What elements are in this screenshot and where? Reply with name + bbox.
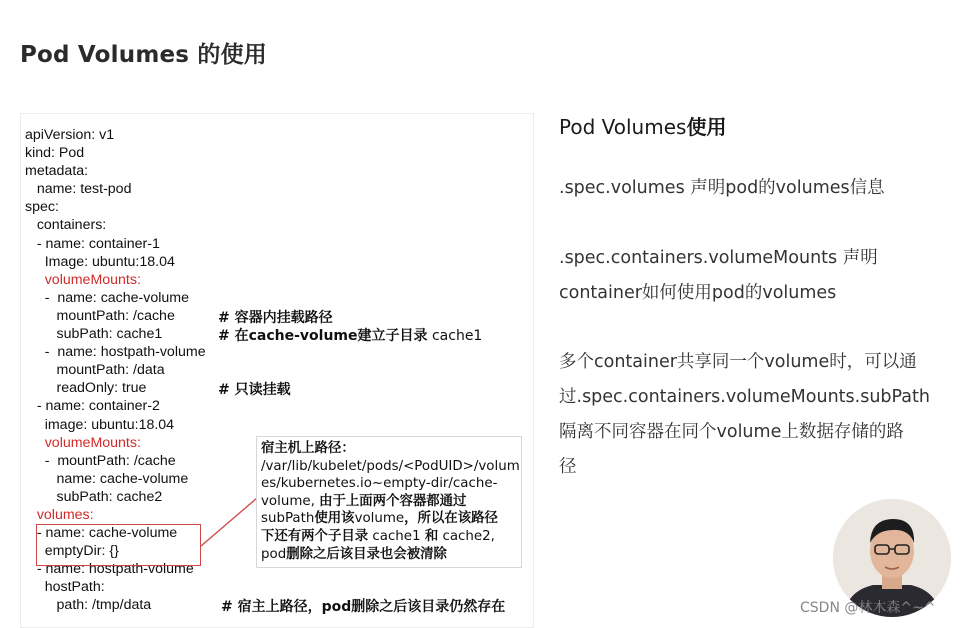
note-line-5d: cache2, [438, 528, 495, 544]
para3-line-1: 多个container共享同一个volume时，可以通 [559, 352, 917, 372]
explanation-title-en: Pod Volumes [559, 115, 687, 139]
code-line: apiVersion: v1 [25, 127, 115, 143]
explanation-para-volumes [559, 171, 885, 206]
code-line: subPath: cache1 [25, 326, 163, 343]
note-line-3b: 由于上面两个容器都通过 [319, 493, 467, 509]
note-line-4a: subPath [261, 511, 315, 527]
code-line: containers: [25, 217, 107, 234]
comment-read-only: # 只读挂载 [218, 382, 291, 398]
comment-host-path: # 宿主上路径，pod删除之后该目录仍然存在 [221, 599, 506, 615]
code-line: name: test-pod [25, 181, 132, 198]
explanation-para-volume-mounts [559, 241, 878, 311]
para3-line-4: 径 [559, 457, 577, 477]
para1-line: .spec.volumes 声明pod的volumes信息 [559, 178, 885, 198]
code-line: - name: hostpath-volume [25, 344, 206, 361]
code-line: name: cache-volume [25, 470, 189, 487]
note-line-4b: 使用该 [314, 511, 355, 527]
code-line: mountPath: /data [25, 362, 165, 379]
code-line: emptyDir: {} [25, 543, 119, 560]
code-line: - name: cache-volume [25, 289, 190, 306]
code-line: image: ubuntu:18.04 [25, 416, 175, 433]
code-line: - mountPath: /cache [25, 452, 176, 469]
note-line-6a: pod [261, 546, 287, 562]
page-title: Pod Volumes 的使用 [20, 42, 267, 68]
note-line-5a: 下还有两个子目录 [261, 528, 369, 544]
comment-sub-path-main: # 在cache-volume建立子目录 [218, 328, 428, 344]
note-title: 宿主机上路径： [261, 441, 355, 456]
para2-line-1: .spec.containers.volumeMounts 声明 [559, 248, 878, 268]
code-line: - name: container-2 [25, 398, 160, 415]
note-line-5c: 和 [424, 528, 439, 544]
note-line-4c: volume [354, 511, 405, 527]
explanation-title-zh: 使用 [686, 115, 727, 139]
code-line: mountPath: /cache [25, 307, 175, 324]
csdn-watermark: CSDN @林木森^~^ [800, 600, 936, 616]
slide-code-panel [20, 113, 534, 628]
explanation-para-subpath [559, 345, 930, 485]
highlight-box-empty-dir [36, 524, 201, 566]
code-line: kind: Pod [25, 145, 85, 162]
para3-line-3: 隔离不同容器在同个volume上数据存储的路 [559, 422, 904, 442]
note-line-6 [261, 546, 517, 564]
code-line: - name: cache-volume [25, 525, 178, 542]
code-line: volumes: [25, 506, 94, 523]
note-line-3a: volume, [261, 493, 320, 509]
comment-sub-path-dir: cache1 [427, 328, 483, 344]
code-line: Image: ubuntu:18.04 [25, 253, 175, 270]
note-line-3 [261, 493, 517, 511]
comment-mount-path: # 容器内挂载路径 [218, 310, 333, 326]
code-line: hostPath: [25, 579, 105, 596]
code-line: subPath: cache2 [25, 488, 163, 505]
note-line-5 [261, 528, 517, 546]
callout-line [201, 498, 257, 546]
note-line-6b: 删除之后该目录也会被清除 [286, 546, 447, 562]
para3-line-2: 过.spec.containers.volumeMounts.subPath [559, 387, 930, 407]
comment-sub-path [218, 325, 482, 345]
note-line-4 [261, 510, 517, 528]
code-line: path: /tmp/data [25, 597, 152, 614]
explanation-title [559, 111, 726, 140]
note-line-5b: cache1 [368, 528, 425, 544]
code-line: - name: hostpath-volume [25, 561, 194, 578]
code-line: spec: [25, 199, 59, 216]
code-line: metadata: [25, 163, 89, 180]
note-line-2: es/kubernetes.io~empty-dir/cache- [261, 476, 498, 492]
host-path-note [256, 436, 522, 568]
code-line: - name: container-1 [25, 235, 160, 252]
code-line: volumeMounts: [25, 434, 141, 451]
code-line: volumeMounts: [25, 271, 141, 288]
para2-line-2: container如何使用pod的volumes [559, 283, 837, 303]
note-line-1: /var/lib/kubelet/pods/<PodUID>/volum [261, 458, 520, 474]
note-line-4d: ，所以在该路径 [404, 511, 498, 527]
code-line: readOnly: true [25, 380, 147, 397]
